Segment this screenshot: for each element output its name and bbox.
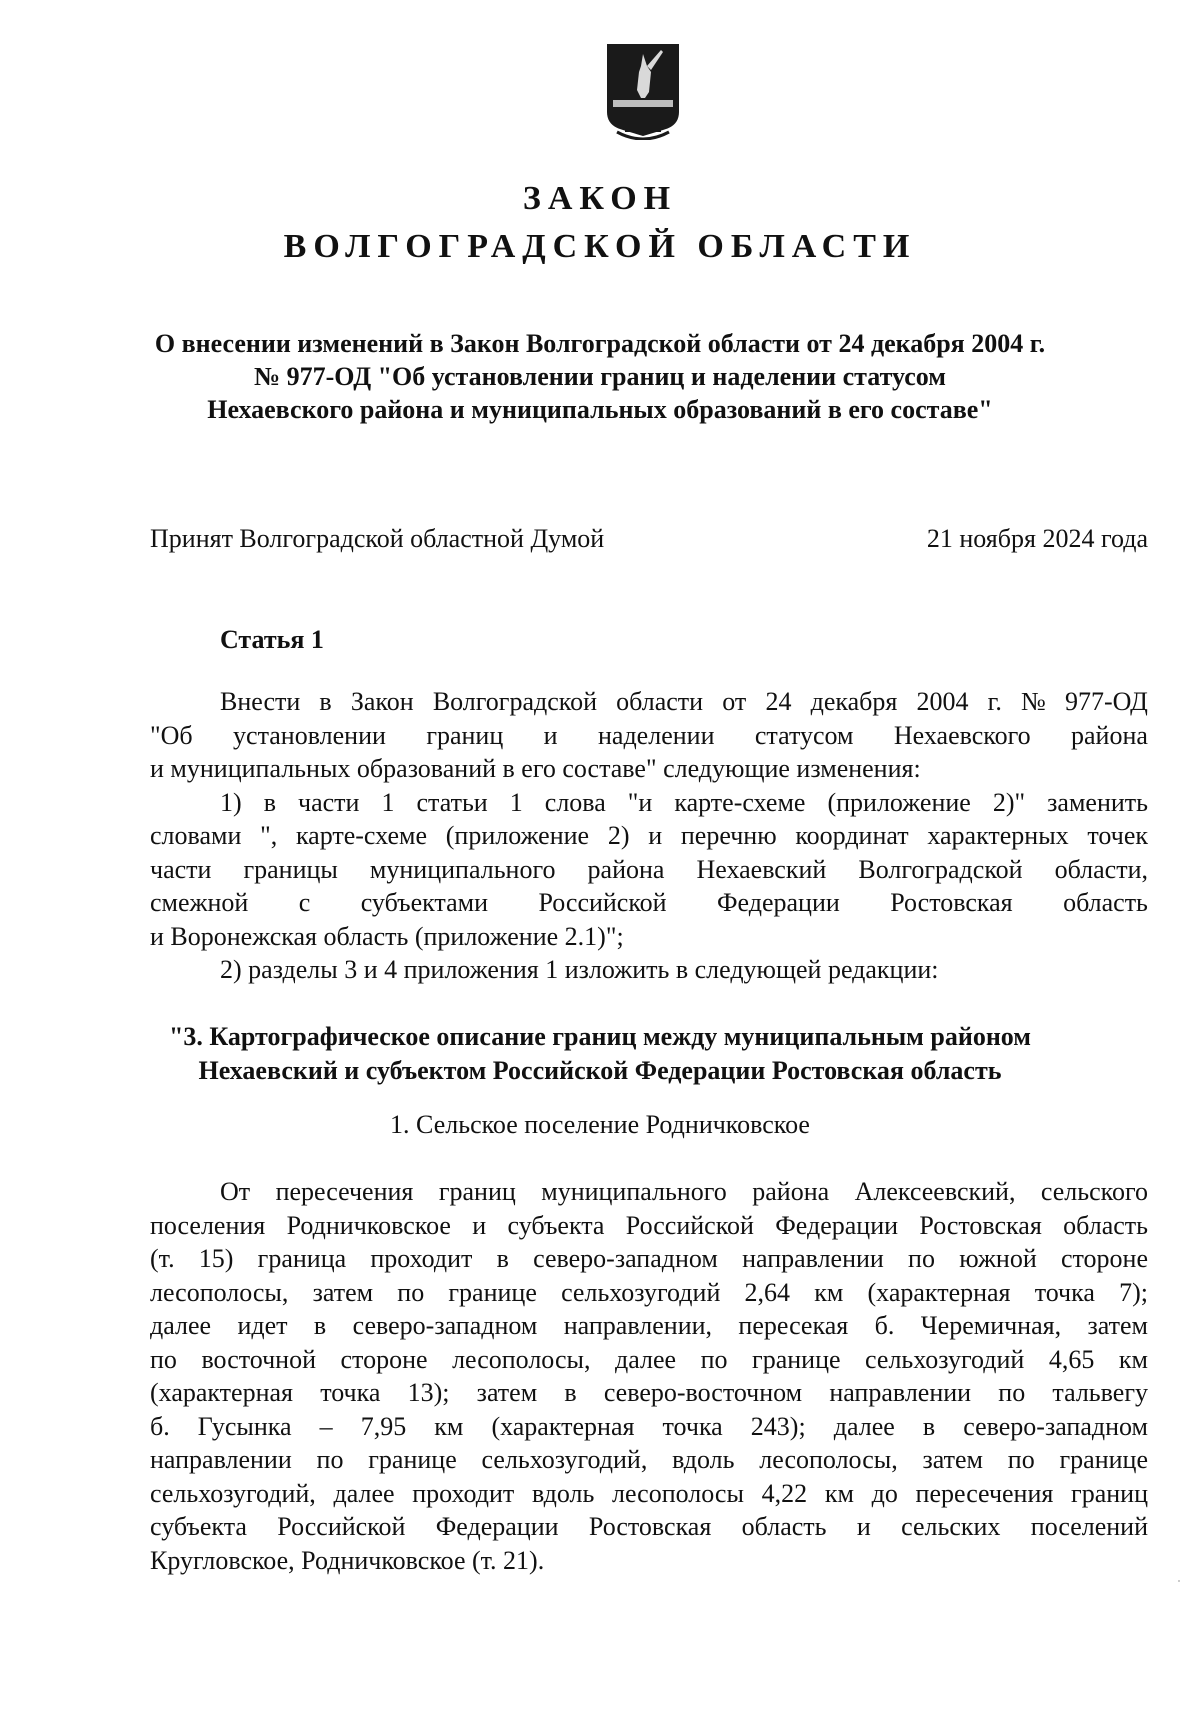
text-line: Внести в Закон Волгоградской области от 24 декабря 2004 г. № 977-ОД (220, 687, 1148, 716)
text-line: лесополосы, затем по границе сельхозугодий 2,64 км (характерная точка 7); (150, 1277, 1148, 1307)
article-body (150, 685, 1148, 987)
text-line: далее идет в северо-западном направлении, пересекая б. Черемичная, затем (150, 1311, 1148, 1340)
text-line: 1) в части 1 статьи 1 слова "и карте-схеме (приложение 2)" заменить (220, 787, 1148, 817)
text-line: 2) разделы 3 и 4 приложения 1 изложить в следующей редакции: (220, 955, 939, 984)
subtitle-line: № 977-ОД "Об установлении границ и наделении статусом (254, 362, 946, 391)
law-subtitle (130, 327, 1070, 426)
text-line: словами ", карте-схеме (приложение 2) и перечню координат характерных точек (150, 821, 1148, 850)
document-type-title: ЗАКОН (522, 180, 678, 217)
text-line: части границы муниципального района Нехаевский Волгоградской области, (150, 854, 1148, 884)
subtitle-line: О внесении изменений в Закон Волгоградской области от 24 декабря 2004 г. (154, 329, 1046, 358)
document-region-title: ВОЛГОГРАДСКОЙ ОБЛАСТИ (283, 228, 917, 265)
text-line: поселения Родничковское и субъекта Российской Федерации Ростовская область (150, 1210, 1148, 1240)
text-line: сельхозугодий, далее проходит вдоль лесополосы 4,22 км до пересечения границ (150, 1478, 1148, 1508)
adoption-date: 21 ноября 2024 года (926, 524, 1148, 553)
text-line: по восточной стороне лесополосы, далее по границе сельхозугодий 4,65 км (150, 1344, 1148, 1374)
subtitle-line: Нехаевского района и муниципальных образований в его составе" (207, 395, 993, 424)
text-line: (характерная точка 13); затем в северо-восточном направлении по тальвегу (150, 1378, 1148, 1407)
text-line: направлении по границе сельхозугодий, вдоль лесополосы, затем по границе (150, 1445, 1148, 1474)
text-line: субъекта Российской Федерации Ростовская область и сельских поселений (150, 1512, 1148, 1541)
text-line: и Воронежская область (приложение 2.1)"; (150, 921, 624, 951)
section-heading (130, 1020, 1070, 1088)
text-line: Кругловское, Родничковское (т. 21). (150, 1545, 545, 1575)
section-heading-line: Нехаевский и субъектом Российской Федерации Ростовская область (198, 1056, 1002, 1085)
adopted-by: Принят Волгоградской областной Думой (150, 524, 605, 553)
volgograd-coat-of-arms-icon (603, 42, 683, 140)
text-line: (т. 15) граница проходит в северо-западном направлении по южной стороне (150, 1244, 1148, 1273)
section-paragraph (150, 1175, 1148, 1577)
article-heading: Статья 1 (220, 625, 324, 654)
settlement-heading: 1. Сельское поселение Родничковское (390, 1110, 810, 1139)
scan-speck (1178, 1580, 1180, 1582)
text-line: б. Гусынка – 7,95 км (характерная точка 243); далее в северо-западном (150, 1411, 1148, 1441)
text-line: От пересечения границ муниципального района Алексеевский, сельского (220, 1177, 1148, 1206)
section-heading-line: "3. Картографическое описание границ между муниципальным районом (168, 1022, 1032, 1051)
text-line: "Об установлении границ и наделении статусом Нехаевского района (150, 720, 1148, 750)
text-line: и муниципальных образований в его составе" следующие изменения: (150, 754, 921, 783)
text-line: смежной с субъектами Российской Федерации Ростовская область (150, 888, 1148, 917)
